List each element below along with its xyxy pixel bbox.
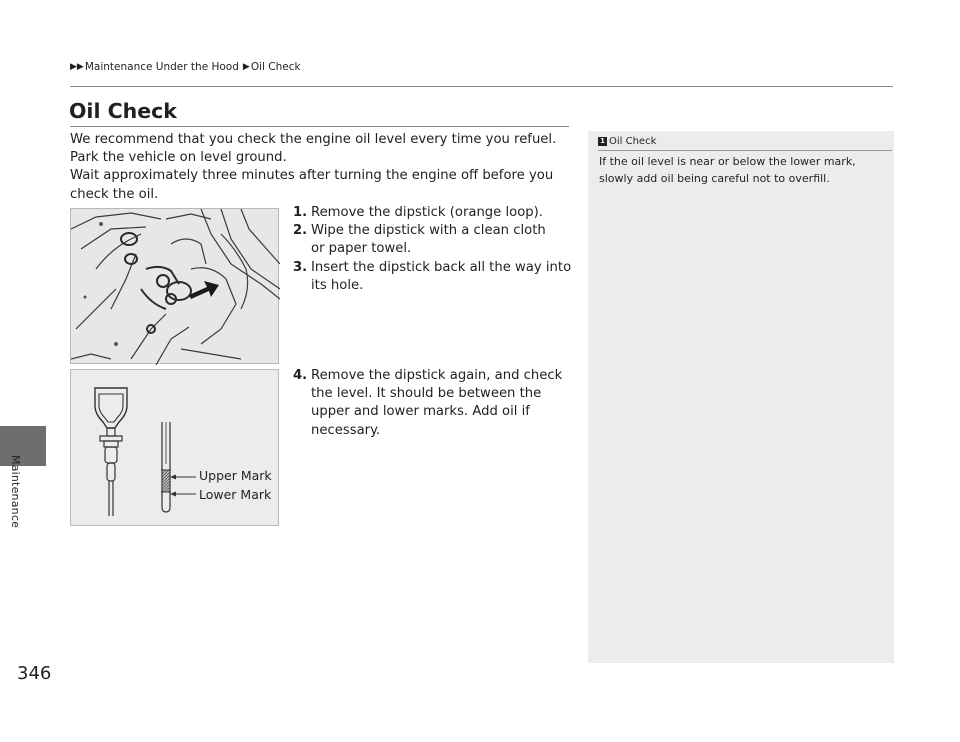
note-title: Oil Check (609, 136, 657, 147)
breadcrumb-item[interactable]: Maintenance Under the Hood (84, 61, 239, 73)
step-number: 4. (293, 368, 308, 383)
step-item (293, 367, 573, 440)
engine-drawing (71, 209, 280, 365)
arrow-icon (189, 281, 219, 299)
breadcrumb-item[interactable]: Oil Check (250, 61, 301, 73)
step-item (293, 222, 573, 258)
section-tab (0, 426, 46, 466)
intro-text (70, 131, 575, 204)
note-text: If the oil level is near or below the lower mark, slowly add oil being careful not to overfill. (599, 155, 856, 185)
step-number: 3. (293, 259, 308, 275)
dipstick-marks-illustration (70, 369, 279, 526)
section-label-text: Maintenance (9, 455, 22, 529)
note-rule (598, 150, 892, 151)
step-text: Remove the dipstick again, and check the level. It should be between the upper and lower marks. Add oil if necessary. (311, 368, 563, 438)
intro-paragraph: We recommend that you check the engine oil level every time you refuel. (70, 132, 557, 147)
oil-level-range (163, 470, 170, 492)
header-rule (70, 86, 893, 87)
arrow-icon (170, 475, 176, 480)
note-panel (588, 131, 894, 663)
triangle-icon: ▶▶ (70, 62, 84, 72)
note-header (598, 136, 656, 147)
step-text: Insert the dipstick back all the way into its hole. (311, 259, 572, 293)
dipstick-drawing (71, 370, 280, 527)
step-text: Wipe the dipstick with a clean cloth or paper towel. (311, 223, 546, 257)
step-number: 2. (293, 223, 308, 239)
engine-dipstick-illustration (70, 208, 279, 364)
step-item (293, 259, 573, 295)
page-number: 346 (17, 663, 52, 684)
title-rule (70, 126, 569, 127)
intro-paragraph: Wait approximately three minutes after turning the engine off before you check the oil. (70, 168, 554, 202)
triangle-icon: ▶ (242, 62, 250, 72)
steps-group-2 (293, 367, 573, 440)
lower-mark-label: Lower Mark (199, 487, 272, 502)
page-title: Oil Check (69, 99, 177, 123)
step-number: 1. (293, 205, 308, 220)
step-item (293, 204, 573, 222)
note-icon: 1 (598, 137, 607, 146)
upper-mark-label: Upper Mark (199, 468, 272, 483)
breadcrumb (70, 61, 305, 73)
step-text: Remove the dipstick (orange loop). (311, 205, 543, 220)
intro-paragraph: Park the vehicle on level ground. (70, 150, 287, 166)
steps-group-1 (293, 204, 573, 295)
